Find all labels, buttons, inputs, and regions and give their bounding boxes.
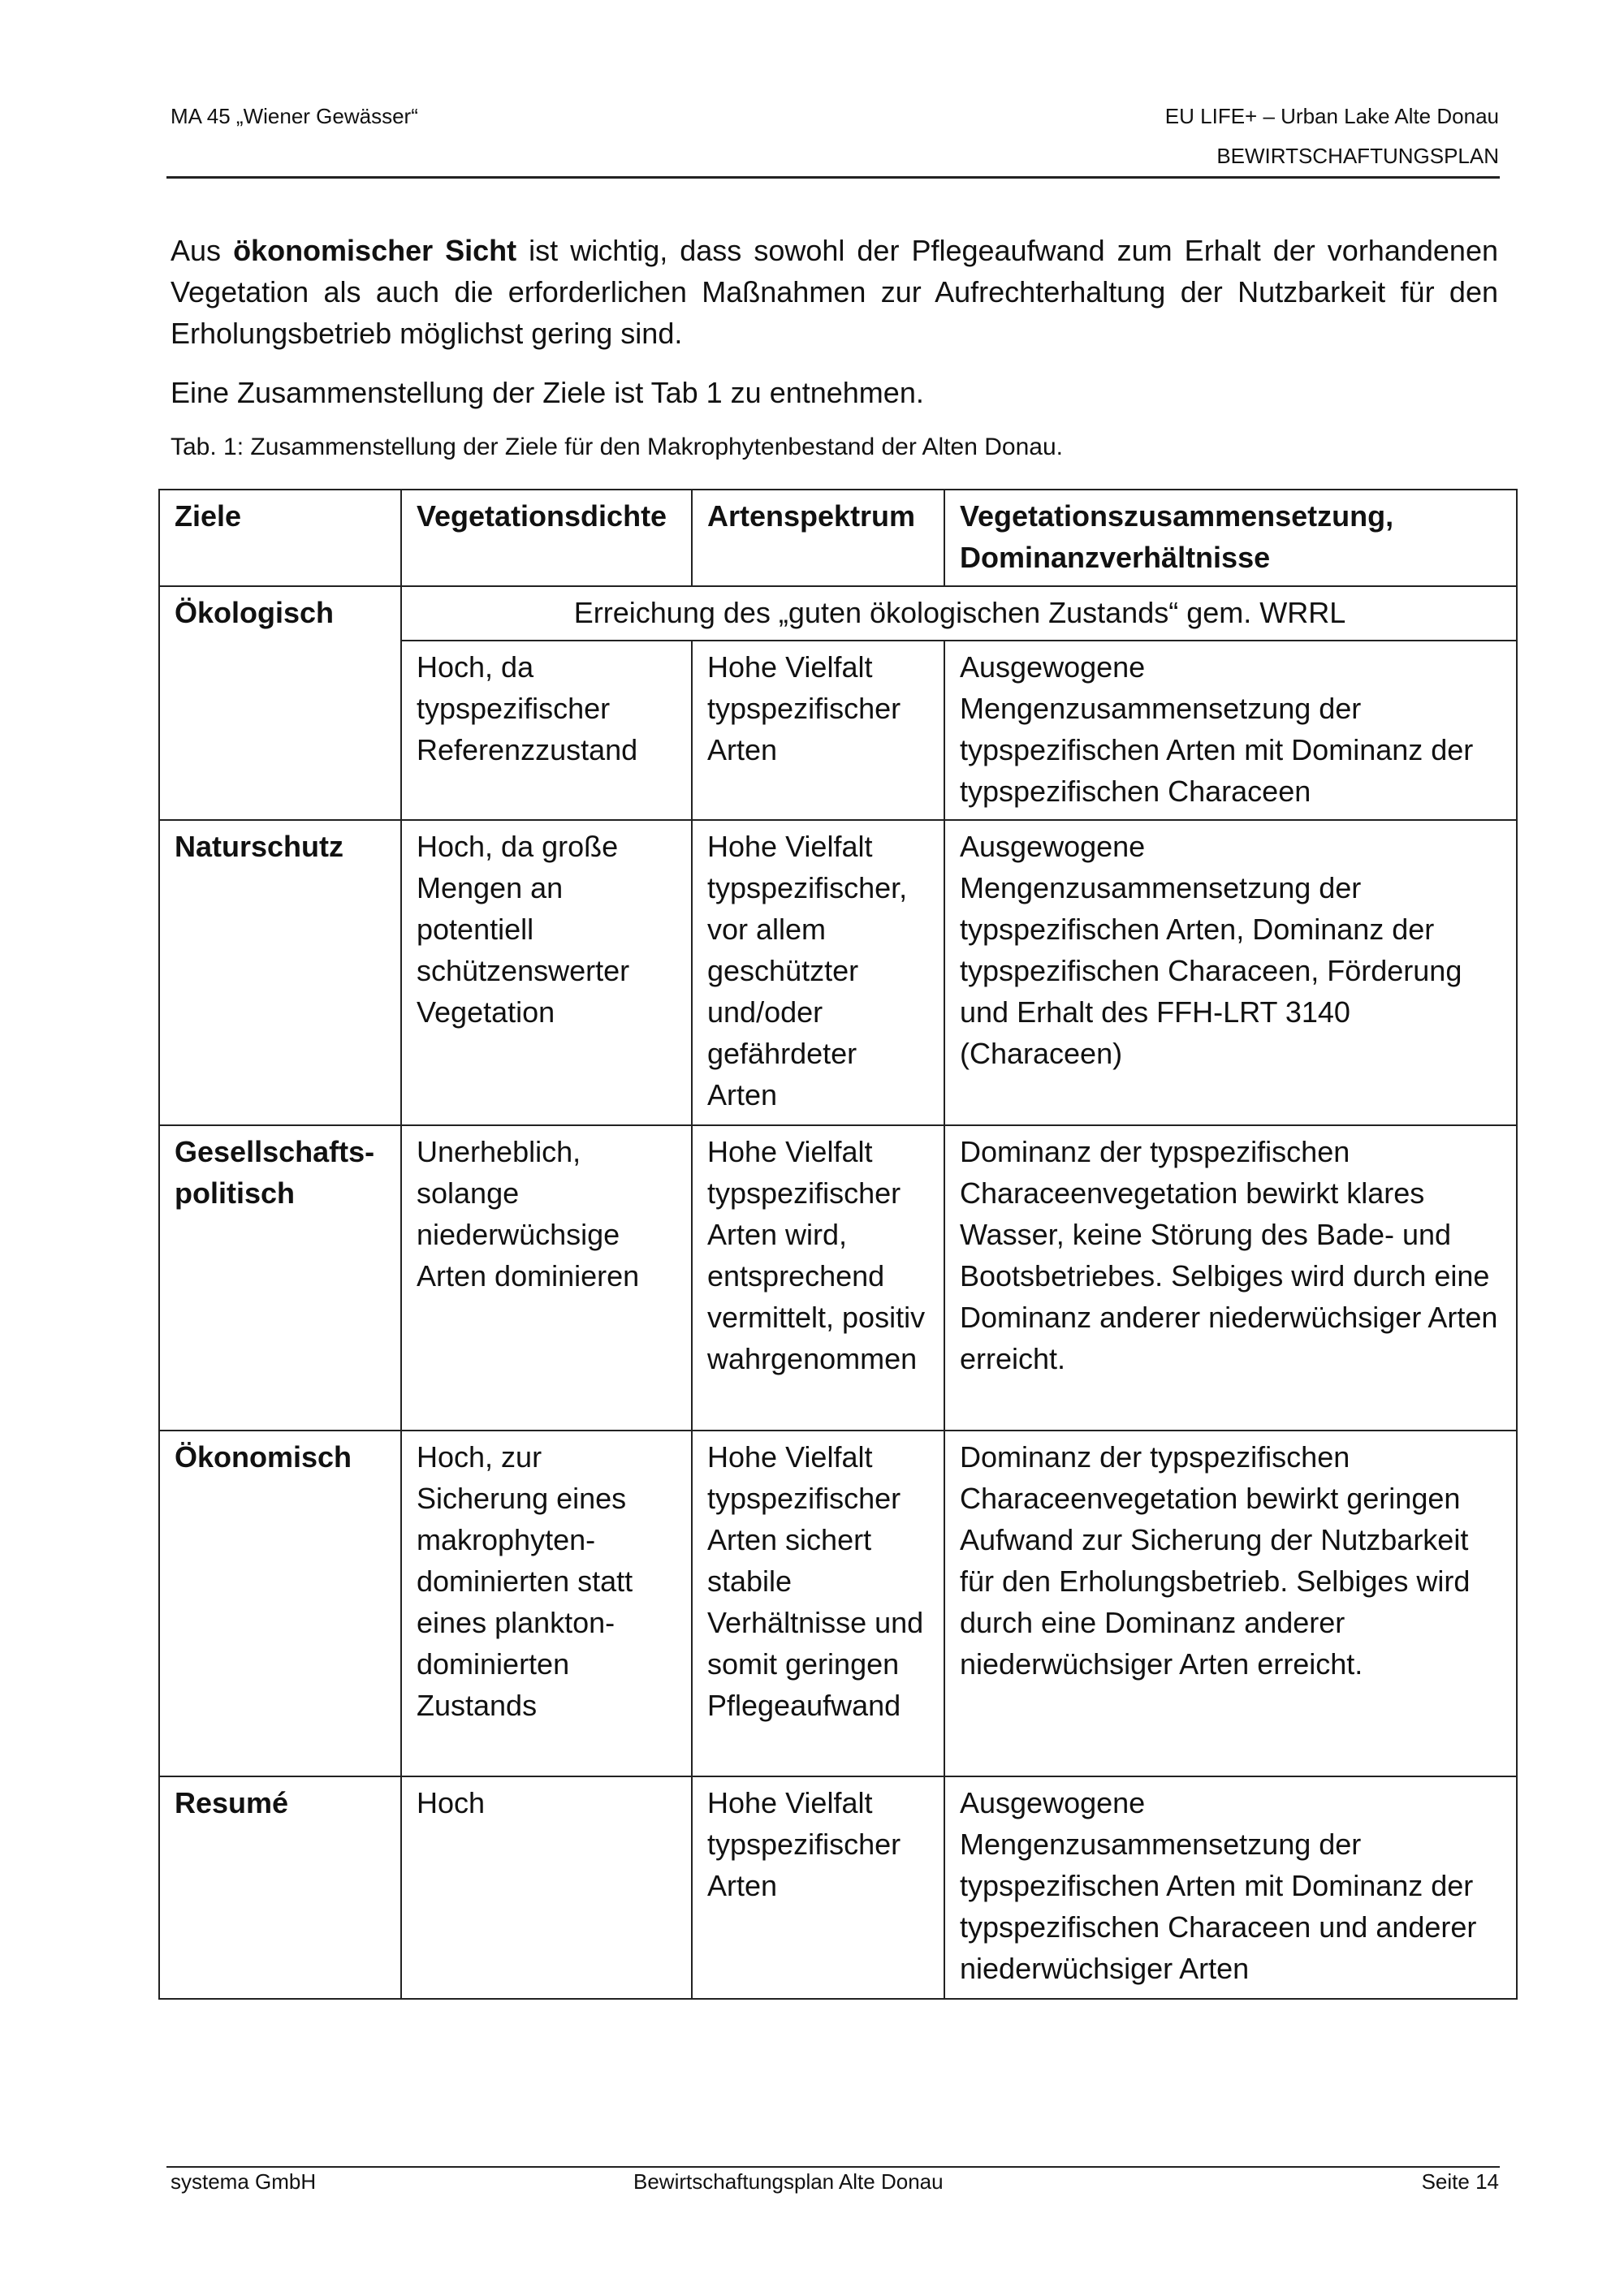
header-left: MA 45 „Wiener Gewässer“ (171, 104, 418, 128)
bold-term: ökonomischer Sicht (233, 234, 517, 267)
table-cell: Ausgewogene Mengenzusammensetzung der typspezifischen Arten, Dominanz der typspezifischen Characeen, Förderung und Erhalt des FFH-LRT 3140 (Characeen) (944, 820, 1517, 1125)
row-label: Gesellschafts-politisch (159, 1125, 401, 1431)
goals-table (158, 489, 1518, 2000)
table-row (159, 1776, 1517, 1999)
table-row (159, 1125, 1517, 1431)
row-label: Ökologisch (159, 586, 401, 820)
table-cell: Hoch (401, 1776, 692, 1999)
table-row (159, 1431, 1517, 1776)
table-cell: Hohe Vielfalt typspezifischer, vor allem geschützter und/oder gefährdeter Arten (692, 820, 944, 1125)
table-caption: Tab. 1: Zusammenstellung der Ziele für den Makrophytenbestand der Alten Donau. (171, 434, 1063, 460)
table-cell: Ausgewogene Mengenzusammensetzung der typspezifischen Arten mit Dominanz der typspezifischen Characeen und anderer niederwüchsiger Arten (944, 1776, 1517, 1999)
table-cell: Unerheblich, solange niederwüchsige Arten dominieren (401, 1125, 692, 1431)
table-cell: Hohe Vielfalt typspezifischer Arten sichert stabile Verhältnisse und somit geringen Pflegeaufwand (692, 1431, 944, 1776)
header-divider (166, 176, 1500, 179)
table-cell: Hoch, da typspezifischer Referenzzustand (401, 641, 692, 820)
header-right-line1: EU LIFE+ – Urban Lake Alte Donau (1164, 104, 1499, 128)
table-row (159, 820, 1517, 1125)
footer-left: systema GmbH (171, 2169, 317, 2194)
footer-page-number: Seite 14 (1421, 2169, 1499, 2194)
merged-cell: Erreichung des „guten ökologischen Zustands“ gem. WRRL (401, 586, 1517, 641)
footer-center: Bewirtschaftungsplan Alte Donau (633, 2169, 944, 2194)
table-cell: Hoch, da große Mengen an potentiell schützenswerter Vegetation (401, 820, 692, 1125)
column-header: Ziele (159, 490, 401, 586)
table-cell: Ausgewogene Mengenzusammensetzung der typspezifischen Arten mit Dominanz der typspezifischen Characeen (944, 641, 1517, 820)
column-header: Vegetationszusammensetzung, Dominanzverhältnisse (944, 490, 1517, 586)
table-cell: Hohe Vielfalt typspezifischer Arten (692, 641, 944, 820)
table-cell: Hohe Vielfalt typspezifischer Arten wird, entsprechend vermittelt, positiv wahrgenommen (692, 1125, 944, 1431)
row-label: Naturschutz (159, 820, 401, 1125)
table-cell: Dominanz der typspezifischen Characeenvegetation bewirkt geringen Aufwand zur Sicherung der Nutzbarkeit für den Erholungsbetrieb. Selbiges wird durch eine Dominanz anderer niederwüchsiger Arten erreicht. (944, 1431, 1517, 1776)
header-right-line2: BEWIRTSCHAFTUNGSPLAN (1216, 144, 1499, 168)
paragraph-summary: Eine Zusammenstellung der Ziele ist Tab 1 zu entnehmen. (171, 376, 924, 409)
paragraph-economic (171, 230, 1498, 354)
row-label: Resumé (159, 1776, 401, 1999)
table-cell: Dominanz der typspezifischen Characeenvegetation bewirkt klares Wasser, keine Störung des Bade- und Bootsbetriebes. Selbiges wird durch eine Dominanz anderer niederwüchsiger Arten erreicht. (944, 1125, 1517, 1431)
table-header-row (159, 490, 1517, 586)
table-cell: Hoch, zur Sicherung eines makrophyten-dominierten statt eines plankton-dominierten Zustands (401, 1431, 692, 1776)
footer-divider (166, 2166, 1500, 2168)
column-header: Vegetationsdichte (401, 490, 692, 586)
table-cell: Hohe Vielfalt typspezifischer Arten (692, 1776, 944, 1999)
column-header: Artenspektrum (692, 490, 944, 586)
table-row (159, 586, 1517, 641)
text: Aus (171, 234, 234, 267)
text: ist wichtig, dass sowohl der Pflegeaufwand zum Erhalt der vorhandenen Vegetation als auch die erforderlichen Maßnahmen zur Aufrechterhaltung der Nutzbarkeit für den Erholungsbetrieb möglichst gering sind. (171, 234, 1498, 350)
row-label: Ökonomisch (159, 1431, 401, 1776)
